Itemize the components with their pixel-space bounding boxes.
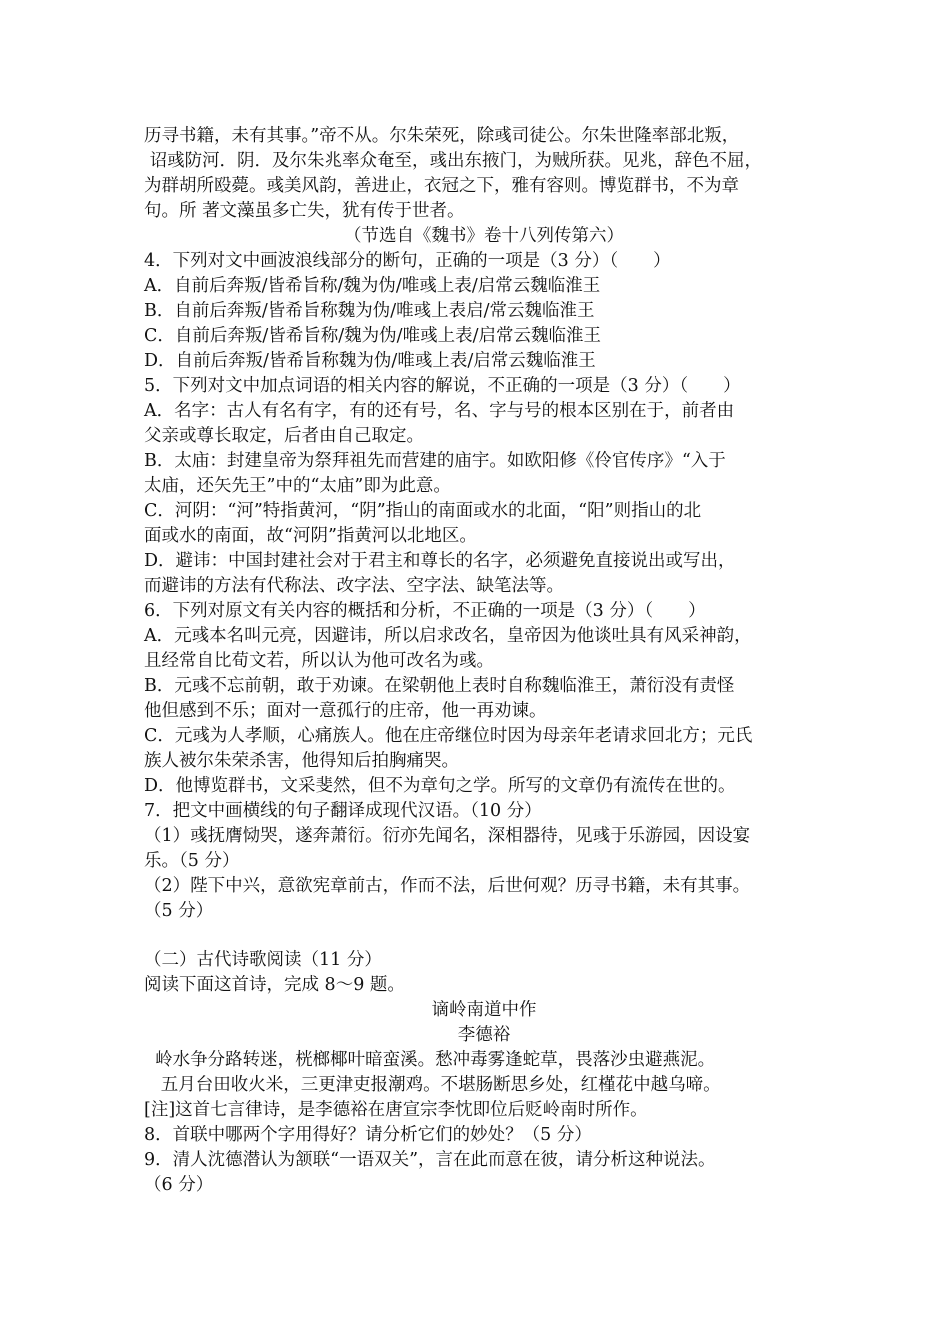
option-line: 父亲或尊长取定，后者由自己取定。 xyxy=(144,426,424,446)
question-6 xyxy=(144,599,824,799)
question-8 xyxy=(144,1123,824,1148)
passage-line: 为群胡所殴薨。彧美风韵，善进止，衣冠之下，雅有容则。博览群书，不为章 xyxy=(144,176,739,196)
option-line: 而避讳的方法有代称法、改字法、空字法、缺笔法等。 xyxy=(144,576,564,596)
question-stem: 6．下列对原文有关内容的概括和分析，不正确的一项是（3 分）（ ） xyxy=(144,601,706,621)
section-title: （二）古代诗歌阅读（11 分） xyxy=(144,950,382,970)
question-9 xyxy=(144,1148,824,1198)
subquestion-line: 乐。（5 分） xyxy=(144,851,240,871)
question-4 xyxy=(144,249,824,374)
subquestion-line: （5 分） xyxy=(144,901,214,921)
subquestion-line: （1）彧抚膺恸哭，遂奔萧衍。衍亦先闻名，深相器待，见彧于乐游园，因设宴 xyxy=(144,826,751,846)
option-line: A．名字：古人有名有字，有的还有号，名、字与号的根本区别在于，前者由 xyxy=(144,401,735,421)
question-stem: 8．首联中哪两个字用得好？请分析它们的妙处？（5 分） xyxy=(144,1125,592,1145)
subquestion-line: （2）陛下中兴，意欲宪章前古，作而不法，后世何观？历寻书籍，未有其事。 xyxy=(144,876,751,896)
option-line: D．他博览群书，文采斐然，但不为章句之学。所写的文章仍有流传在世的。 xyxy=(144,776,736,796)
option-c: C．自前后奔叛/皆希旨称/魏为伪/唯彧上表/启常云魏临淮王 xyxy=(144,326,601,346)
question-7 xyxy=(144,799,824,924)
question-stem: 4．下列对文中画波浪线部分的断句，正确的一项是（3 分）（ ） xyxy=(144,251,671,271)
passage-line: 诏彧防河．阴．及尔朱兆率众奄至，彧出东掖门，为贼所获。见兆，辞色不屈， xyxy=(144,151,763,171)
passage-line: 历寻书籍，未有其事。”帝不从。尔朱荣死，除彧司徒公。尔朱世隆率部北叛， xyxy=(144,126,740,146)
section-instruction: 阅读下面这首诗，完成 8～9 题。 xyxy=(144,975,405,995)
option-a: A．自前后奔叛/皆希旨称/魏为伪/唯彧上表/启常云魏临淮王 xyxy=(144,276,601,296)
option-line: 族人被尔朱荣杀害，他得知后拍胸痛哭。 xyxy=(144,751,459,771)
poem-line: 岭水争分路转迷，桄榔椰叶暗蛮溪。愁冲毒雾逢蛇草，畏落沙虫避燕泥。 xyxy=(144,1050,716,1070)
question-stem: 7．把文中画横线的句子翻译成现代汉语。（10 分） xyxy=(144,801,542,821)
passage-source: （节选自《魏书》卷十八列传第六） xyxy=(344,226,624,246)
option-line: 太庙，还矢先王”中的“太庙”即为此意。 xyxy=(144,476,451,496)
section-gap xyxy=(144,924,824,948)
option-line: C．元彧为人孝顺，心痛族人。他在庄帝继位时因为母亲年老请求回北方；元氏 xyxy=(144,726,753,746)
option-line: B．元彧不忘前朝，敢于劝谏。在梁朝他上表时自称魏临淮王，萧衍没有责怪 xyxy=(144,676,735,696)
option-line: B．太庙：封建皇帝为祭拜祖先而营建的庙宇。如欧阳修《伶官传序》“入于 xyxy=(144,451,726,471)
poem-note: [注]这首七言律诗，是李德裕在唐宣宗李忱即位后贬岭南时所作。 xyxy=(144,1100,648,1120)
option-b: B．自前后奔叛/皆希旨称魏为伪/唯彧上表启/常云魏临淮王 xyxy=(144,301,595,321)
option-line: C．河阴：“河”特指黄河，“阴”指山的南面或水的北面，“阳”则指山的北 xyxy=(144,501,702,521)
question-stem: （6 分） xyxy=(144,1175,214,1195)
option-d: D．自前后奔叛/皆希旨称魏为伪/唯彧上表/启常云魏临淮王 xyxy=(144,351,596,371)
passage xyxy=(144,124,824,249)
option-line: 面或水的南面，故“河阴”指黄河以北地区。 xyxy=(144,526,477,546)
document-page xyxy=(144,124,824,1198)
option-line: A．元彧本名叫元亮，因避讳，所以启求改名，皇帝因为他谈吐具有风采神韵， xyxy=(144,626,752,646)
question-stem: 9．清人沈德潜认为颔联“一语双关”，言在此而意在彼，请分析这种说法。 xyxy=(144,1150,716,1170)
option-line: 他但感到不乐；面对一意孤行的庄帝，他一再劝谏。 xyxy=(144,701,547,721)
poem-author: 李德裕 xyxy=(457,1025,511,1045)
poem-title: 谪岭南道中作 xyxy=(431,1000,537,1020)
option-line: 且经常自比荀文若，所以认为他可改名为彧。 xyxy=(144,651,494,671)
question-5 xyxy=(144,374,824,599)
question-stem: 5．下列对文中加点词语的相关内容的解说，不正确的一项是（3 分）（ ） xyxy=(144,376,741,396)
option-line: D．避讳：中国封建社会对于君主和尊长的名字，必须避免直接说出或写出， xyxy=(144,551,736,571)
poetry-section xyxy=(144,948,824,1123)
poem-line: 五月台田收火米，三更津吏报潮鸡。不堪肠断思乡处，红槿花中越乌啼。 xyxy=(144,1075,721,1095)
passage-line: 句。所 著文藻虽多亡失，犹有传于世者。 xyxy=(144,201,465,221)
